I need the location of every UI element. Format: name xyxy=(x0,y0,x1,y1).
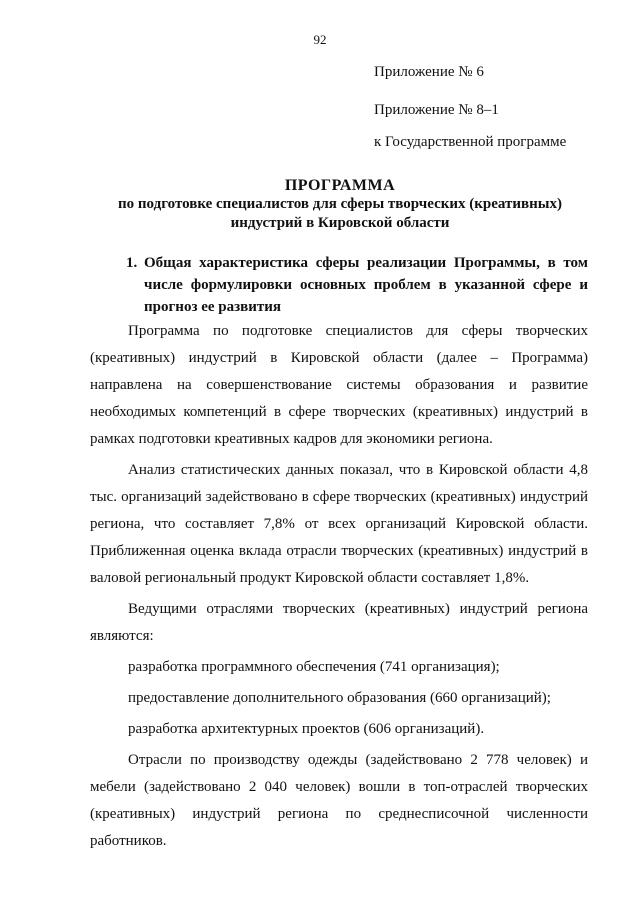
list-item: разработка архитектурных проектов (606 организаций). xyxy=(128,721,485,737)
list-item: предоставление дополнительного образования (660 организаций); xyxy=(128,690,551,706)
paragraph-2: Анализ статистических данных показал, что в Кировской области 4,8 тыс. организаций задействовано в сфере творческих (креативных) индустрий региона, что составляет 7,8% от всех организаций Кировской области. Приближенная оценка вклада отрасли творческих (креативных) индустрий в валовой региональный продукт Кировской области составляет 1,8%. xyxy=(90,462,588,586)
page-number: 92 xyxy=(313,32,327,47)
section-number: 1. xyxy=(126,255,138,271)
document-title xyxy=(80,176,600,233)
title-main: ПРОГРАММА xyxy=(284,177,396,194)
title-sub-1: по подготовке специалистов для сферы творческих (креативных) xyxy=(118,196,562,212)
paragraph-4: Отрасли по производству одежды (задействовано 2 778 человек) и мебели (задействовано 2 040 человек) вошли в топ-отраслей творческих (креативных) индустрий региона по среднесписочной численности работников. xyxy=(90,752,588,849)
document-body xyxy=(90,318,588,859)
appendix-line-1: Приложение № 6 xyxy=(374,64,484,80)
section-heading-text: Общая характеристика сферы реализации Программы, в том числе формулировки основных проблем в указанной сфере и прогноз ее развития xyxy=(144,255,588,315)
appendix-line-2: Приложение № 8–1 xyxy=(374,102,499,118)
appendix-line-3: к Государственной программе xyxy=(374,134,567,150)
section-heading xyxy=(126,252,588,318)
paragraph-1: Программа по подготовке специалистов для сферы творческих (креативных) индустрий в Кировской области (далее – Программа) направлена на совершенствование системы образования и развитие необходимых компетенций в сфере творческих (креативных) индустрий в рамках подготовки креативных кадров для экономики региона. xyxy=(90,323,588,447)
list-item: разработка программного обеспечения (741 организация); xyxy=(128,659,500,675)
paragraph-3: Ведущими отраслями творческих (креативных) индустрий региона являются: xyxy=(90,601,588,644)
title-sub-2: индустрий в Кировской области xyxy=(230,215,450,231)
